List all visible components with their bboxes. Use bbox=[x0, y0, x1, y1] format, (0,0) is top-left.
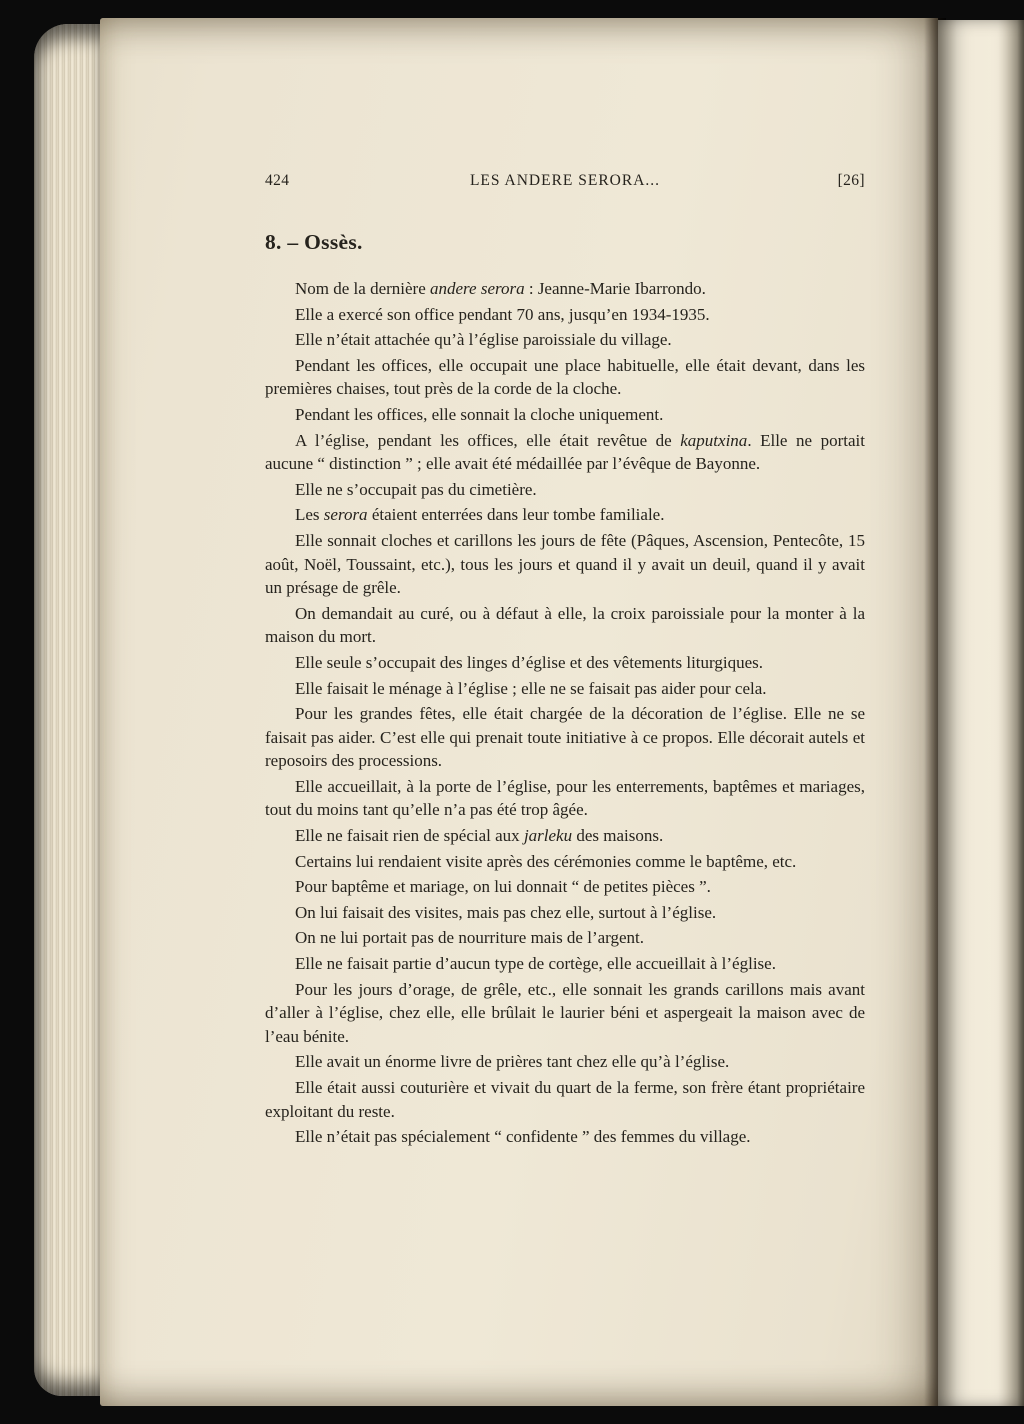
book-page bbox=[100, 18, 938, 1406]
section-heading: 8. – Ossès. bbox=[265, 230, 363, 254]
next-page-edge bbox=[938, 20, 1024, 1406]
paragraph: Elle ne faisait partie d’aucun type de cortège, elle accueillait à l’église. bbox=[295, 954, 776, 974]
paragraph: Elle ne s’occupait pas du cimetière. bbox=[295, 479, 537, 499]
paragraph: Pour les jours d’orage, de grêle, etc., elle sonnait les grands carillons mais avant d’aller à l’église, chez elle, elle brûlait le laurier béni et aspergeait la maison avec de l’eau bénite. bbox=[265, 979, 865, 1046]
paragraph: Elle accueillait, à la porte de l’église, pour les enterrements, baptêmes et mariages, tout du moins tant qu’elle n’a pas été trop âgée. bbox=[265, 776, 865, 820]
page-header bbox=[265, 172, 865, 190]
paragraph: Elle n’était pas spécialement “ confidente ” des femmes du village. bbox=[295, 1127, 751, 1147]
page-stack-edge bbox=[34, 24, 108, 1396]
paragraph: Elle ne faisait rien de spécial aux jarleku des maisons. bbox=[295, 826, 664, 846]
paragraph: Elle avait un énorme livre de prières tant chez elle qu’à l’église. bbox=[295, 1052, 730, 1072]
running-title: LES ANDERE SERORA... bbox=[469, 172, 661, 189]
paragraph: Pour les grandes fêtes, elle était chargée de la décoration de l’église. Elle ne se faisait pas aider. C’est elle qui prenait toute initiative à ce propos. Elle décorait autels et reposoirs des processions. bbox=[265, 704, 865, 771]
paragraph: A l’église, pendant les offices, elle était revêtue de kaputxina. Elle ne portait aucune “ distinction ” ; elle avait été médaillée par l’évêque de Bayonne. bbox=[265, 430, 865, 474]
paragraph: Certains lui rendaient visite après des cérémonies comme le baptême, etc. bbox=[295, 851, 797, 871]
paragraph: Nom de la dernière andere serora : Jeanne-Marie Ibarrondo. bbox=[295, 279, 706, 298]
paragraph: Les serora étaient enterrées dans leur tombe familiale. bbox=[295, 505, 665, 525]
paragraph: On lui faisait des visites, mais pas chez elle, surtout à l’église. bbox=[295, 902, 717, 922]
paragraph: Elle seule s’occupait des linges d’église et des vêtements liturgiques. bbox=[295, 652, 764, 672]
paragraph: Elle n’était attachée qu’à l’église paroissiale du village. bbox=[295, 330, 672, 350]
paragraph: Pour baptême et mariage, on lui donnait “ de petites pièces ”. bbox=[295, 877, 711, 897]
printed-text-area bbox=[265, 172, 865, 1151]
paragraph: Elle a exercé son office pendant 70 ans, jusqu’en 1934-1935. bbox=[295, 304, 710, 324]
paragraph: Elle était aussi couturière et vivait du quart de la ferme, son frère étant propriétaire exploitant du reste. bbox=[265, 1078, 865, 1121]
page-body bbox=[265, 277, 865, 1149]
bracket-number: [26] bbox=[837, 172, 865, 189]
paragraph: Pendant les offices, elle sonnait la cloche uniquement. bbox=[295, 404, 664, 424]
paragraph: Pendant les offices, elle occupait une place habituelle, elle était devant, dans les premières chaises, tout près de la corde de la cloche. bbox=[265, 355, 865, 399]
paragraph: On ne lui portait pas de nourriture mais de l’argent. bbox=[295, 928, 645, 948]
paragraph: On demandait au curé, ou à défaut à elle, la croix paroissiale pour la monter à la maison du mort. bbox=[265, 603, 865, 647]
paragraph: Elle faisait le ménage à l’église ; elle ne se faisait pas aider pour cela. bbox=[295, 678, 767, 698]
page-number: 424 bbox=[265, 172, 290, 189]
paragraph: Elle sonnait cloches et carillons les jours de fête (Pâques, Ascension, Pentecôte, 15 août, Noël, Toussaint, etc.), tous les jours et quand il y avait un deuil, quand il y avait un présage de grêle. bbox=[265, 530, 865, 598]
